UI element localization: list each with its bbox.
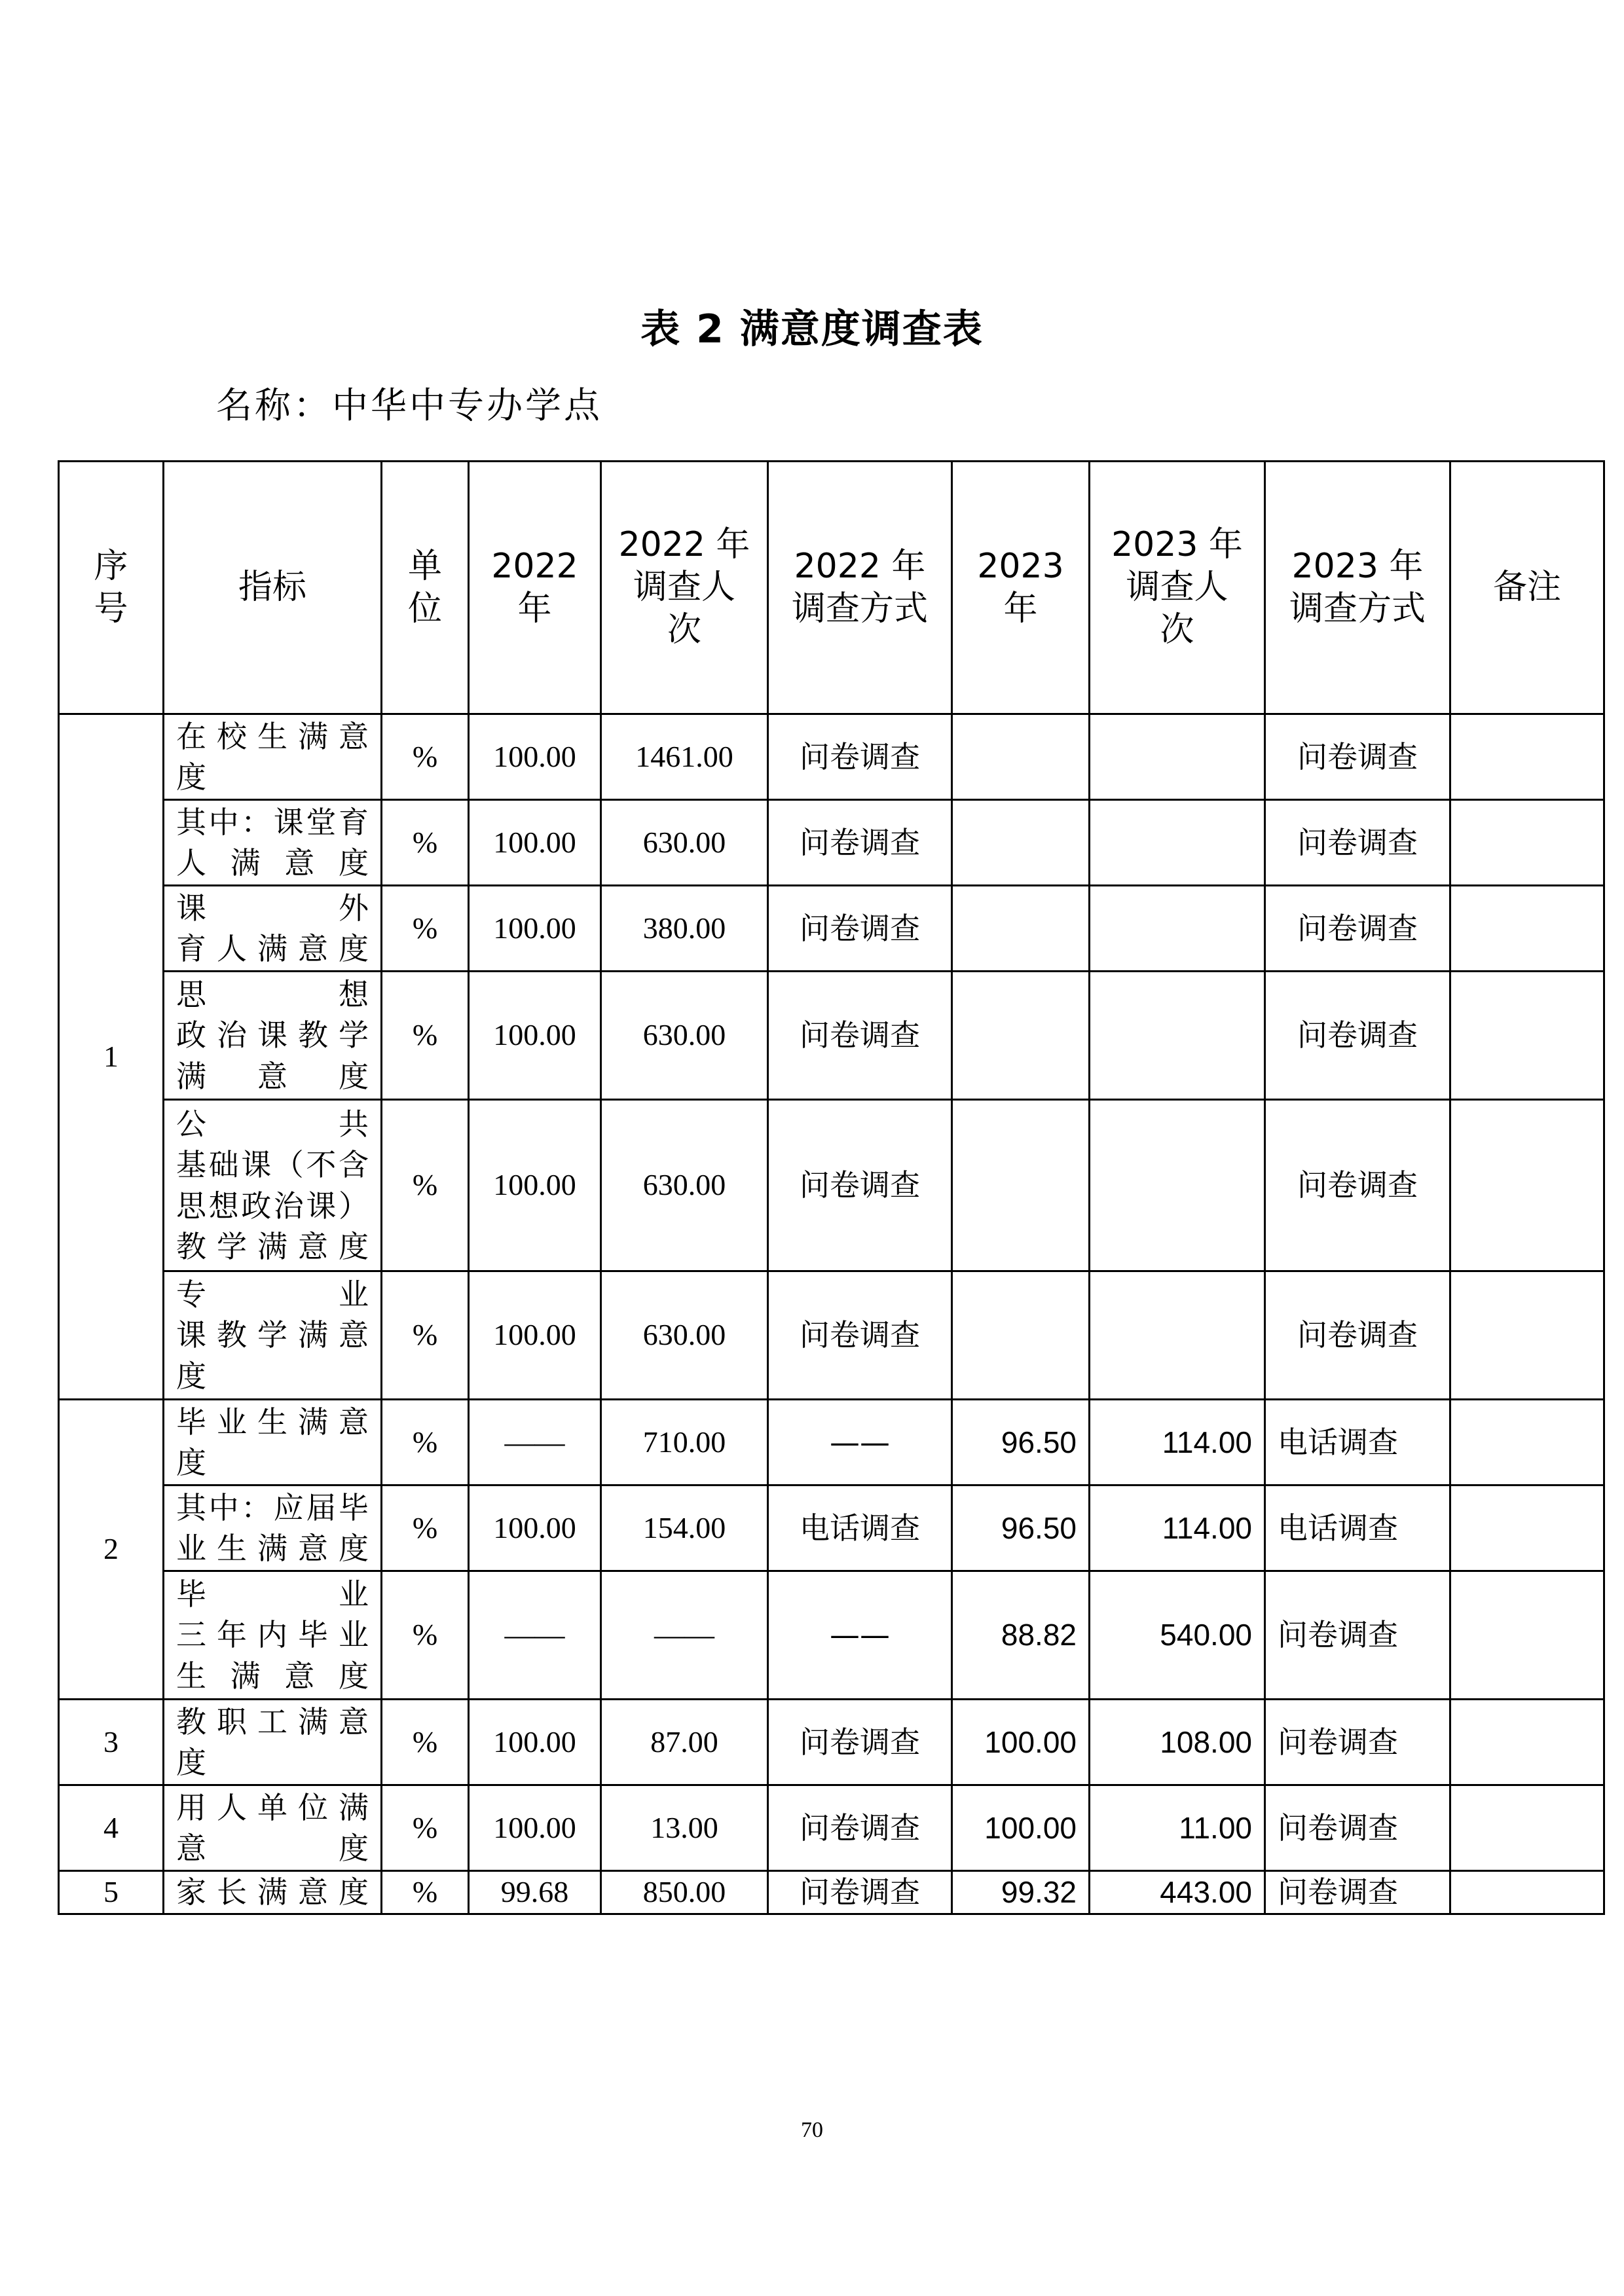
cell-2023-value: 96.50 [952, 1400, 1090, 1485]
cell-remark [1450, 714, 1604, 800]
cell-indicator [164, 1571, 382, 1700]
cell-2023-method: 问卷调查 [1265, 1571, 1450, 1700]
cell-2023-method: 电话调查 [1265, 1485, 1450, 1571]
header-unit: 单 位 [382, 462, 469, 714]
cell-2022-value: 100.00 [469, 1485, 601, 1571]
cell-unit: % [382, 1271, 469, 1400]
cell-unit: % [382, 886, 469, 972]
cell-2023-method: 电话调查 [1265, 1400, 1450, 1485]
cell-2023-count [1090, 886, 1265, 972]
table-row [59, 1100, 1604, 1271]
cell-indicator [164, 1400, 382, 1485]
indicator-line: 其中：应届毕 [176, 1489, 369, 1525]
header-2023: 2023 年 [952, 462, 1090, 714]
cell-remark [1450, 1871, 1604, 1914]
cell-2022-count: 630.00 [601, 972, 768, 1100]
cell-2023-value [952, 1271, 1090, 1400]
cell-seq: 4 [59, 1785, 164, 1871]
table-row [59, 714, 1604, 800]
cell-2022-value: 100.00 [469, 1271, 601, 1400]
cell-2023-count: 540.00 [1090, 1571, 1265, 1700]
cell-unit: % [382, 1700, 469, 1785]
cell-remark [1450, 1100, 1604, 1271]
cell-2022-count: 850.00 [601, 1871, 768, 1914]
satisfaction-survey-table [58, 460, 1605, 1915]
cell-2023-count [1090, 972, 1265, 1100]
indicator-line: 专 业 [176, 1277, 369, 1313]
cell-2022-method: 问卷调查 [768, 972, 952, 1100]
cell-remark [1450, 1485, 1604, 1571]
header-2022-count: 2022 年 调查人 次 [601, 462, 768, 714]
cell-2022-method: 问卷调查 [768, 1871, 952, 1914]
cell-2022-count: 13.00 [601, 1785, 768, 1871]
indicator-line: 人满意度 [176, 845, 369, 881]
cell-2023-count [1090, 714, 1265, 800]
cell-2023-count [1090, 800, 1265, 886]
table-row [59, 1485, 1604, 1571]
cell-2023-count [1090, 1271, 1265, 1400]
cell-remark [1450, 972, 1604, 1100]
cell-2022-method: 问卷调查 [768, 800, 952, 886]
indicator-line: 育人满意度 [176, 931, 369, 966]
institution-name: 名称：中华中专办学点 [216, 384, 603, 426]
cell-2022-method: 问卷调查 [768, 1785, 952, 1871]
cell-2023-value [952, 714, 1090, 800]
header-2022: 2022 年 [469, 462, 601, 714]
cell-seq: 3 [59, 1700, 164, 1785]
indicator-line: 度 [176, 1445, 206, 1480]
cell-2022-value: 100.00 [469, 800, 601, 886]
table-row [59, 1700, 1604, 1785]
cell-2022-method: 问卷调查 [768, 886, 952, 972]
table-row [59, 972, 1604, 1100]
indicator-line: 生满意度 [176, 1658, 369, 1694]
indicator-line: 思 想 [176, 977, 369, 1013]
cell-seq: 5 [59, 1871, 164, 1914]
cell-2022-count: —— [601, 1571, 768, 1700]
cell-2022-value: 99.68 [469, 1871, 601, 1914]
cell-2022-count: 630.00 [601, 1100, 768, 1271]
cell-2023-method: 问卷调查 [1265, 1785, 1450, 1871]
cell-2022-count: 630.00 [601, 800, 768, 886]
cell-2023-value: 100.00 [952, 1785, 1090, 1871]
indicator-line: 三 年 内 毕 业 [176, 1617, 369, 1653]
cell-2022-method: 问卷调查 [768, 714, 952, 800]
cell-2023-value [952, 886, 1090, 972]
cell-remark [1450, 800, 1604, 886]
header-indicator: 指标 [164, 462, 382, 714]
cell-2023-method: 问卷调查 [1265, 1871, 1450, 1914]
cell-2022-value: 100.00 [469, 886, 601, 972]
cell-2023-method: 问卷调查 [1265, 1100, 1450, 1271]
indicator-line: 度 [176, 759, 206, 795]
header-2022-method: 2022 年 调查方式 [768, 462, 952, 714]
cell-2022-value: 100.00 [469, 1700, 601, 1785]
cell-unit: % [382, 1485, 469, 1571]
page-title: 表 2 满意度调查表 [640, 306, 984, 352]
cell-remark [1450, 1571, 1604, 1700]
cell-2022-count: 630.00 [601, 1271, 768, 1400]
indicator-line: 在 校 生 满 意 [176, 718, 369, 754]
cell-2023-method: 问卷调查 [1265, 1271, 1450, 1400]
indicator-line: 业生满意度 [176, 1531, 369, 1566]
cell-2022-method: 问卷调查 [768, 1100, 952, 1271]
cell-unit: % [382, 1785, 469, 1871]
indicator-line: 度 [176, 1358, 206, 1394]
cell-unit: % [382, 800, 469, 886]
cell-unit: % [382, 1400, 469, 1485]
cell-2022-value: —— [469, 1400, 601, 1485]
cell-remark [1450, 1785, 1604, 1871]
cell-2022-value: 100.00 [469, 714, 601, 800]
indicator-line: 政治课教学 [176, 1017, 369, 1053]
cell-2023-value: 96.50 [952, 1485, 1090, 1571]
cell-seq: 1 [59, 714, 164, 1400]
table-row [59, 1271, 1604, 1400]
indicator-line: 意度 [176, 1831, 369, 1866]
cell-2023-method: 问卷调查 [1265, 1700, 1450, 1785]
cell-indicator [164, 1700, 382, 1785]
table-row [59, 1871, 1604, 1914]
cell-2023-value: 100.00 [952, 1700, 1090, 1785]
cell-indicator [164, 972, 382, 1100]
indicator-line: 用人单位满 [176, 1789, 369, 1825]
cell-2023-value [952, 800, 1090, 886]
cell-2022-value: —— [469, 1571, 601, 1700]
indicator-line: 课 教 学 满 意 [176, 1317, 369, 1353]
indicator-line: 教职工满意 [176, 1704, 369, 1740]
indicator-line: 课 外 [176, 890, 369, 926]
cell-2023-value [952, 1100, 1090, 1271]
cell-remark [1450, 1700, 1604, 1785]
cell-2023-method: 问卷调查 [1265, 972, 1450, 1100]
cell-2023-value: 99.32 [952, 1871, 1090, 1914]
cell-2023-count: 114.00 [1090, 1400, 1265, 1485]
cell-indicator [164, 800, 382, 886]
indicator-line: 其中：课堂育 [176, 804, 369, 840]
page-number: 70 [801, 2118, 823, 2142]
cell-2022-count: 380.00 [601, 886, 768, 972]
indicator-line: 满意度 [176, 1058, 369, 1094]
table-header-row [59, 462, 1604, 714]
cell-2022-method: 问卷调查 [768, 1700, 952, 1785]
cell-2022-method: 电话调查 [768, 1485, 952, 1571]
header-2023-method: 2023 年 调查方式 [1265, 462, 1450, 714]
cell-2022-method: —— [768, 1400, 952, 1485]
cell-indicator [164, 1785, 382, 1871]
cell-2022-value: 100.00 [469, 1100, 601, 1271]
table-row [59, 1785, 1604, 1871]
cell-remark [1450, 1271, 1604, 1400]
cell-2022-count: 1461.00 [601, 714, 768, 800]
cell-2023-count [1090, 1100, 1265, 1271]
header-remark: 备注 [1450, 462, 1604, 714]
cell-2023-method: 问卷调查 [1265, 886, 1450, 972]
indicator-line: 度 [176, 1745, 206, 1780]
cell-unit: % [382, 972, 469, 1100]
cell-indicator [164, 714, 382, 800]
header-2023-count: 2023 年 调查人 次 [1090, 462, 1265, 714]
table-row [59, 886, 1604, 972]
table-row [59, 1400, 1604, 1485]
cell-unit: % [382, 1571, 469, 1700]
cell-2023-count: 114.00 [1090, 1485, 1265, 1571]
cell-2022-method: —— [768, 1571, 952, 1700]
indicator-line: 毕 业 生 满 意 [176, 1404, 369, 1440]
cell-2022-method: 问卷调查 [768, 1271, 952, 1400]
cell-2023-count: 443.00 [1090, 1871, 1265, 1914]
cell-remark [1450, 1400, 1604, 1485]
indicator-line: 思想政治课） [176, 1188, 369, 1224]
cell-2023-method: 问卷调查 [1265, 800, 1450, 886]
cell-2023-count: 11.00 [1090, 1785, 1265, 1871]
indicator-line: 毕 业 [176, 1576, 369, 1613]
cell-indicator [164, 1271, 382, 1400]
indicator-line: 教学满意度 [176, 1228, 369, 1264]
cell-2022-value: 100.00 [469, 972, 601, 1100]
cell-remark [1450, 886, 1604, 972]
cell-seq: 2 [59, 1400, 164, 1700]
cell-unit: % [382, 1100, 469, 1271]
indicator-line: 公 共 [176, 1106, 369, 1142]
header-seq: 序 号 [59, 462, 164, 714]
table-row [59, 800, 1604, 886]
cell-unit: % [382, 714, 469, 800]
cell-2022-count: 87.00 [601, 1700, 768, 1785]
table-row [59, 1571, 1604, 1700]
cell-2023-value: 88.82 [952, 1571, 1090, 1700]
indicator-line: 基础课（不含 [176, 1147, 369, 1183]
cell-2022-count: 710.00 [601, 1400, 768, 1485]
cell-indicator [164, 886, 382, 972]
cell-indicator [164, 1100, 382, 1271]
cell-unit: % [382, 1871, 469, 1914]
cell-2023-count: 108.00 [1090, 1700, 1265, 1785]
cell-indicator [164, 1485, 382, 1571]
cell-indicator [164, 1871, 382, 1914]
indicator-line: 家长满意度 [176, 1874, 369, 1910]
cell-2022-count: 154.00 [601, 1485, 768, 1571]
cell-2023-value [952, 972, 1090, 1100]
cell-2023-method: 问卷调查 [1265, 714, 1450, 800]
cell-2022-value: 100.00 [469, 1785, 601, 1871]
